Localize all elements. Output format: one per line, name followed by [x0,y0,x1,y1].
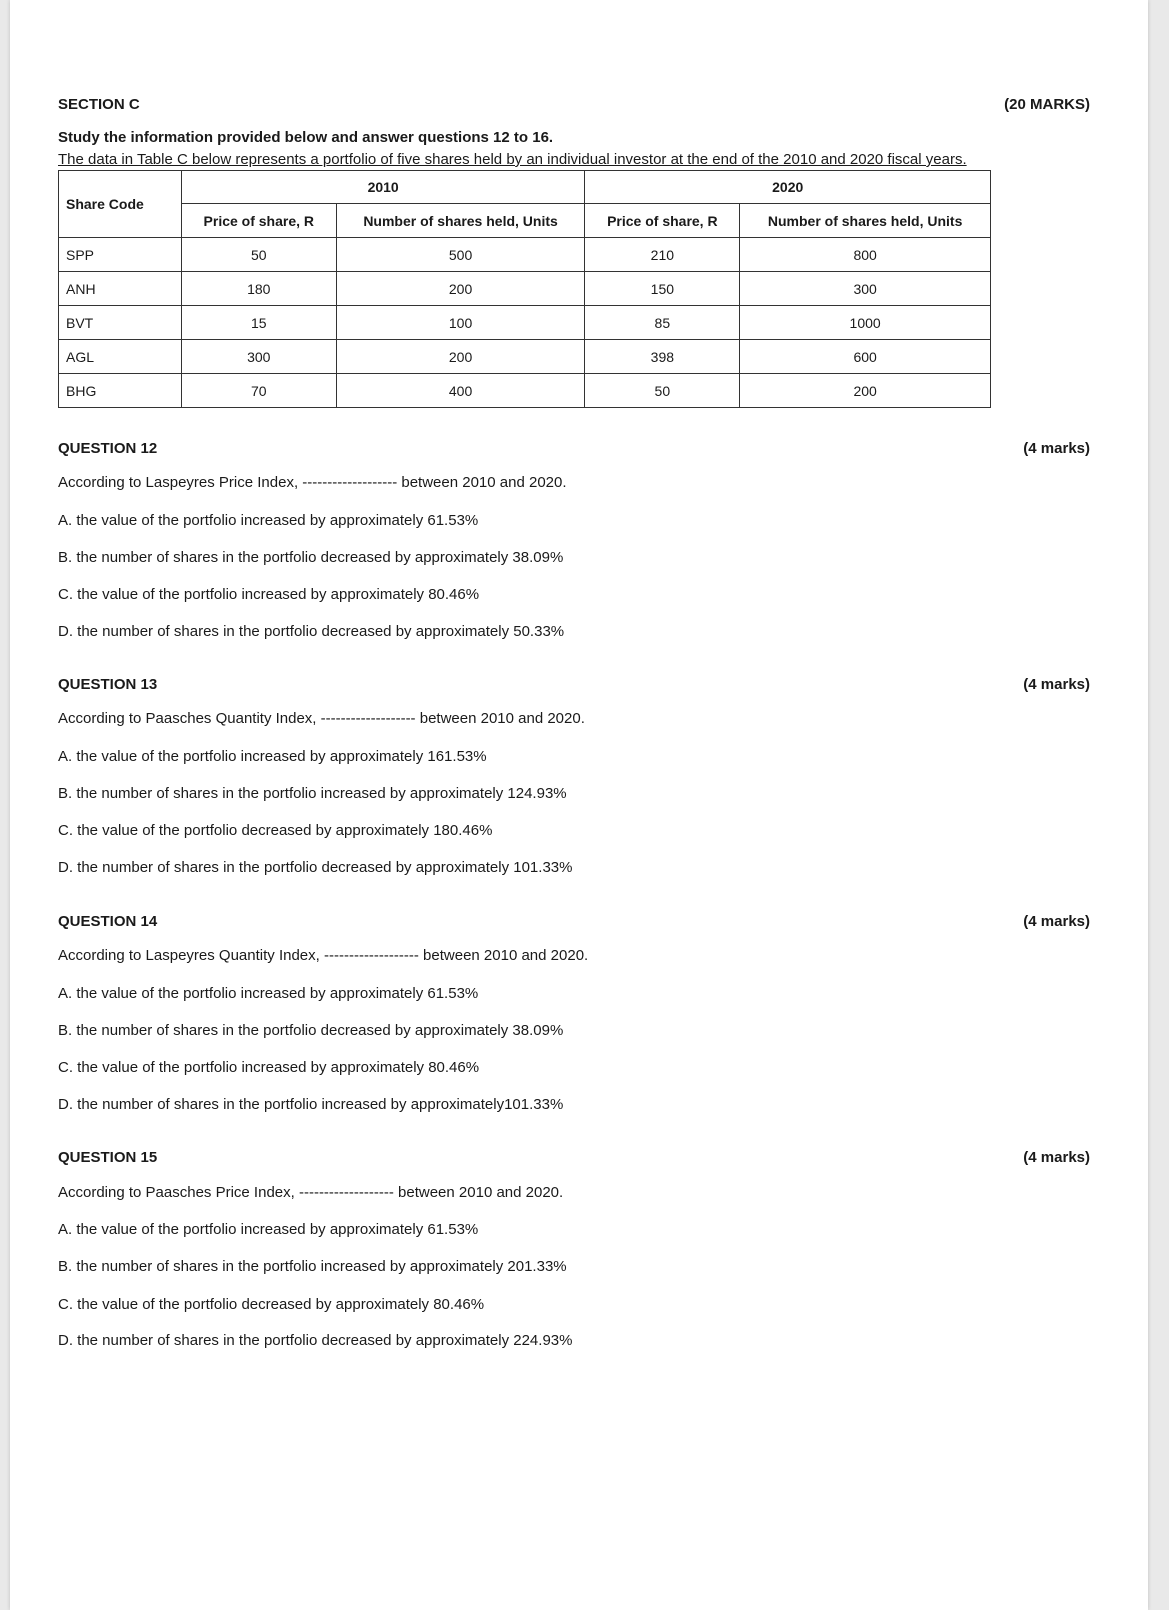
section-intro: Study the information provided below and answer questions 12 to 16. [58,129,554,146]
cell-units-2010: 500 [336,238,585,272]
cell-price-2020: 150 [585,272,740,306]
cell-units-2010: 200 [336,272,585,306]
question-15-option-c: C. the value of the portfolio decreased by approximately 80.46% [58,1296,485,1313]
portfolio-table [58,170,991,408]
cell-price-2020: 210 [585,238,740,272]
question-15-stem: According to Paasches Price Index, ------------------- between 2010 and 2020. [58,1184,564,1201]
cell-price-2020: 85 [585,306,740,340]
header-price-2010: Price of share, R [181,204,336,238]
question-12-stem: According to Laspeyres Price Index, ------------------- between 2010 and 2020. [58,474,567,491]
question-13-stem: According to Paasches Quantity Index, ------------------- between 2010 and 2020. [58,710,585,727]
question-14-option-c: C. the value of the portfolio increased by approximately 80.46% [58,1059,480,1076]
question-14-option-d: D. the number of shares in the portfolio increased by approximately101.33% [58,1096,564,1113]
cell-code: BHG [59,374,182,408]
question-12-option-b: B. the number of shares in the portfolio decreased by approximately 38.09% [58,549,564,566]
question-15-marks: (4 marks) [1023,1149,1090,1166]
cell-units-2010: 400 [336,374,585,408]
header-units-2020: Number of shares held, Units [740,204,991,238]
cell-units-2020: 200 [740,374,991,408]
table-row [59,374,991,408]
question-15-title: QUESTION 15 [58,1149,158,1166]
question-14-stem: According to Laspeyres Quantity Index, ------------------- between 2010 and 2020. [58,947,589,964]
question-14-option-a: A. the value of the portfolio increased by approximately 61.53% [58,985,479,1002]
section-marks: (20 MARKS) [1004,96,1090,113]
question-15-option-d: D. the number of shares in the portfolio decreased by approximately 224.93% [58,1332,573,1349]
section-title: SECTION C [58,96,140,113]
question-12-option-d: D. the number of shares in the portfolio decreased by approximately 50.33% [58,623,565,640]
question-15-option-b: B. the number of shares in the portfolio increased by approximately 201.33% [58,1258,567,1275]
table-row [59,272,991,306]
section-description: The data in Table C below represents a portfolio of five shares held by an individual investor at the end of the 2010 and 2020 fiscal years. [58,151,967,168]
cell-code: BVT [59,306,182,340]
cell-price-2010: 15 [181,306,336,340]
question-12-title: QUESTION 12 [58,440,158,457]
document-page [10,0,1148,1610]
cell-price-2010: 50 [181,238,336,272]
question-13-option-a: A. the value of the portfolio increased by approximately 161.53% [58,748,487,765]
question-14-title: QUESTION 14 [58,913,158,930]
header-year-2010: 2010 [181,171,585,204]
cell-code: AGL [59,340,182,374]
question-12-marks: (4 marks) [1023,440,1090,457]
question-13-marks: (4 marks) [1023,676,1090,693]
cell-units-2010: 100 [336,306,585,340]
cell-units-2010: 200 [336,340,585,374]
table-row [59,306,991,340]
question-14-marks: (4 marks) [1023,913,1090,930]
cell-units-2020: 800 [740,238,991,272]
cell-units-2020: 1000 [740,306,991,340]
cell-price-2020: 398 [585,340,740,374]
question-14-option-b: B. the number of shares in the portfolio decreased by approximately 38.09% [58,1022,564,1039]
header-price-2020: Price of share, R [585,204,740,238]
cell-price-2020: 50 [585,374,740,408]
question-13-title: QUESTION 13 [58,676,158,693]
question-13-option-d: D. the number of shares in the portfolio decreased by approximately 101.33% [58,859,573,876]
cell-code: ANH [59,272,182,306]
table-row [59,340,991,374]
header-year-2020: 2020 [585,171,991,204]
cell-price-2010: 180 [181,272,336,306]
cell-price-2010: 70 [181,374,336,408]
cell-code: SPP [59,238,182,272]
question-12-option-c: C. the value of the portfolio increased by approximately 80.46% [58,586,480,603]
cell-price-2010: 300 [181,340,336,374]
header-units-2010: Number of shares held, Units [336,204,585,238]
question-15-option-a: A. the value of the portfolio increased by approximately 61.53% [58,1221,479,1238]
cell-units-2020: 600 [740,340,991,374]
table-row [59,238,991,272]
cell-units-2020: 300 [740,272,991,306]
header-share-code: Share Code [59,171,182,238]
question-13-option-c: C. the value of the portfolio decreased by approximately 180.46% [58,822,493,839]
question-12-option-a: A. the value of the portfolio increased by approximately 61.53% [58,512,479,529]
question-13-option-b: B. the number of shares in the portfolio increased by approximately 124.93% [58,785,567,802]
